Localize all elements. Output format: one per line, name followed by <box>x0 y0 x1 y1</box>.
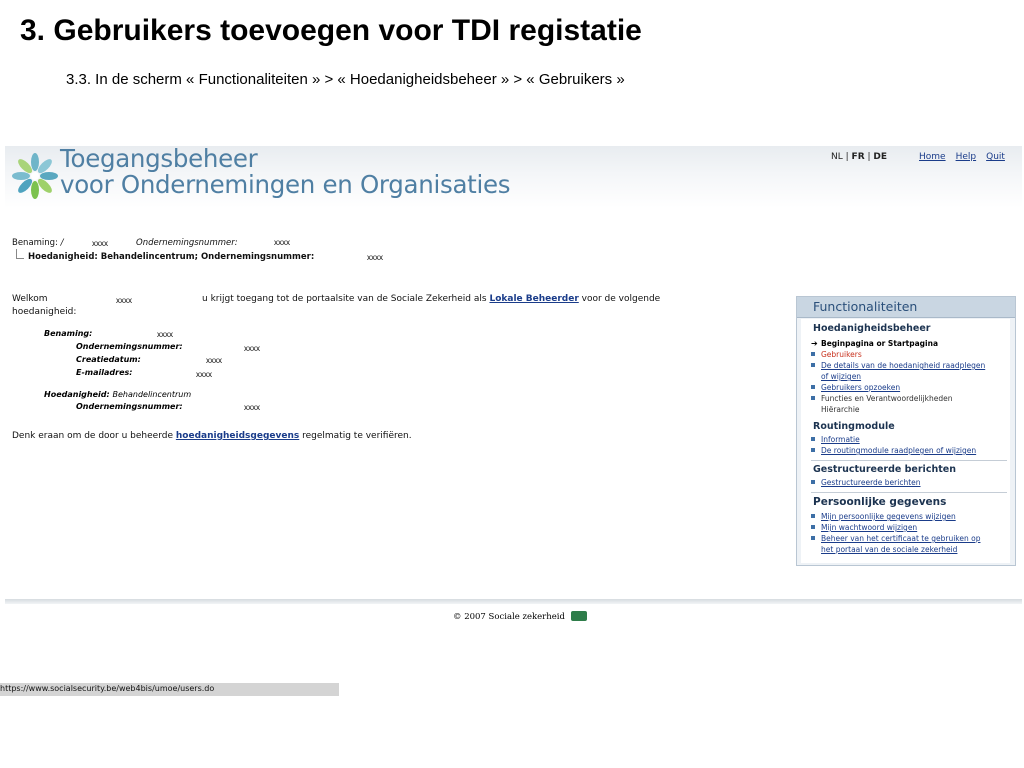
lang-separator: | <box>845 152 849 162</box>
bullet-icon <box>811 448 815 452</box>
lang-fr[interactable]: FR <box>851 152 865 162</box>
lokale-beheerder-link[interactable]: Lokale Beheerder <box>489 294 579 304</box>
menu-item-gebruikers-opzoeken[interactable]: Gebruikers opzoeken <box>811 382 900 393</box>
browser-status-bar <box>0 683 339 696</box>
copyright-text: © 2007 Sociale zekerheid <box>453 612 565 622</box>
browser-screenshot <box>5 146 1022 626</box>
section-divider <box>811 492 1007 493</box>
intro-line-2: hoedanigheid: <box>12 307 77 317</box>
context-hoedanigheid: Hoedanigheid: Behandelincentrum; Ondernemingsnummer: <box>28 252 315 262</box>
lang-separator: | <box>867 152 871 162</box>
welkom-label: Welkom <box>12 294 48 304</box>
language-switcher <box>831 152 887 162</box>
lang-nl[interactable]: NL <box>831 152 843 162</box>
slide-subtitle: 3.3. In de scherm « Functionaliteiten » > « Hoedanigheidsbeheer » > « Gebruikers » <box>66 71 625 88</box>
menu-item-wachtwoord[interactable]: Mijn wachtwoord wijzigen <box>811 522 917 533</box>
ondernemingsnummer-field-label: Ondernemingsnummer: <box>76 342 183 351</box>
menu-item-gestructureerde-berichten[interactable]: Gestructureerde berichten <box>811 477 921 488</box>
status-url: https://www.socialsecurity.be/web4bis/umoe/users.do <box>0 684 215 693</box>
reminder-text-end: regelmatig te verifiëren. <box>302 431 412 441</box>
quit-link[interactable]: Quit <box>986 152 1005 162</box>
flower-logo-icon <box>11 150 61 200</box>
section-divider <box>811 460 1007 461</box>
bullet-icon <box>811 363 815 367</box>
bullet-icon <box>811 396 815 400</box>
panel-title: Functionaliteiten <box>797 297 1015 318</box>
tree-connector <box>16 249 24 259</box>
menu-item-informatie[interactable]: Informatie <box>811 434 860 445</box>
emailadres-field-label: E-mailadres: <box>76 368 133 377</box>
menu-item-certificaat[interactable]: Beheer van het certificaat te gebruiken op het portaal van de sociale zekerheid <box>811 533 980 555</box>
masked-value: xxxx <box>196 370 212 379</box>
menu-item-details-hoedanigheid[interactable]: De details van de hoedanigheid raadplegen of wijzigen <box>811 360 985 382</box>
hoedanigheid-field <box>44 390 191 399</box>
hoedanigheid-field-label: Hoedanigheid: <box>44 390 110 399</box>
section-title-routingmodule: Routingmodule <box>813 421 895 432</box>
footer-copyright <box>453 611 587 622</box>
masked-value: xxxx <box>244 344 260 353</box>
arrow-right-icon: ➔ <box>811 339 818 348</box>
masked-value: xxxx <box>274 238 290 247</box>
social-security-logo-icon <box>571 611 587 621</box>
bullet-icon <box>811 480 815 484</box>
masked-value: xxxx <box>157 330 173 339</box>
bullet-icon <box>811 514 815 518</box>
section-title-hoedanigheidsbeheer: Hoedanigheidsbeheer <box>813 323 931 334</box>
bullet-icon <box>811 352 815 356</box>
home-link[interactable]: Home <box>919 152 946 162</box>
masked-value: xxxx <box>367 253 383 262</box>
help-link[interactable]: Help <box>955 152 977 162</box>
masked-value: xxxx <box>92 239 108 248</box>
panel-body <box>801 319 1010 563</box>
bullet-icon <box>811 385 815 389</box>
benaming-suffix: / <box>60 238 64 248</box>
site-header <box>5 146 1022 208</box>
ondernemingsnummer2-field-label: Ondernemingsnummer: <box>76 402 183 411</box>
intro-text <box>202 294 660 304</box>
lang-de[interactable]: DE <box>873 152 888 162</box>
menu-item-routingmodule[interactable]: De routingmodule raadplegen of wijzigen <box>811 445 976 456</box>
masked-value: xxxx <box>244 403 260 412</box>
hoedanigheid-field-value: Behandelincentrum <box>112 390 192 399</box>
reminder-text <box>12 431 412 441</box>
masked-value: xxxx <box>206 356 222 365</box>
logo-line-2: voor Ondernemingen en Organisaties <box>60 170 511 199</box>
section-title-gestructureerde-berichten: Gestructureerde berichten <box>813 464 956 475</box>
intro-text-end: voor de volgende <box>581 294 661 304</box>
benaming-field-label: Benaming: <box>44 329 93 338</box>
context-ondernemingsnummer-label: Ondernemingsnummer: <box>136 238 238 248</box>
logo-line-1: Toegangsbeheer <box>60 144 258 173</box>
creatiedatum-field-label: Creatiedatum: <box>76 355 141 364</box>
menu-item-gebruikers[interactable]: Gebruikers <box>811 349 862 360</box>
section-title-persoonlijke-gegevens: Persoonlijke gegevens <box>813 496 947 508</box>
footer-divider <box>5 599 1022 604</box>
menu-item-functies: Functies en Verantwoordelijkheden Hiërarchie <box>811 393 952 415</box>
menu-item-persoonlijke-gegevens[interactable]: Mijn persoonlijke gegevens wijzigen <box>811 511 956 522</box>
hoedanigheidsgegevens-link[interactable]: hoedanigheidsgegevens <box>175 431 300 441</box>
intro-text-start: u krijgt toegang tot de portaalsite van de Sociale Zekerheid als <box>202 294 487 304</box>
benaming-label: Benaming: <box>12 238 61 248</box>
menu-item-beginpagina[interactable]: ➔ Beginpagina or Startpagina <box>811 339 939 348</box>
top-links <box>919 152 1015 162</box>
site-logo-text[interactable] <box>60 146 510 198</box>
reminder-text-start: Denk eraan om de door u beheerde <box>12 431 173 441</box>
context-benaming <box>12 238 64 248</box>
bullet-icon <box>811 536 815 540</box>
bullet-icon <box>811 525 815 529</box>
functionaliteiten-panel <box>796 296 1016 566</box>
slide-title: 3. Gebruikers toevoegen voor TDI registatie <box>20 14 642 47</box>
masked-value: xxxx <box>116 296 132 305</box>
bullet-icon <box>811 437 815 441</box>
